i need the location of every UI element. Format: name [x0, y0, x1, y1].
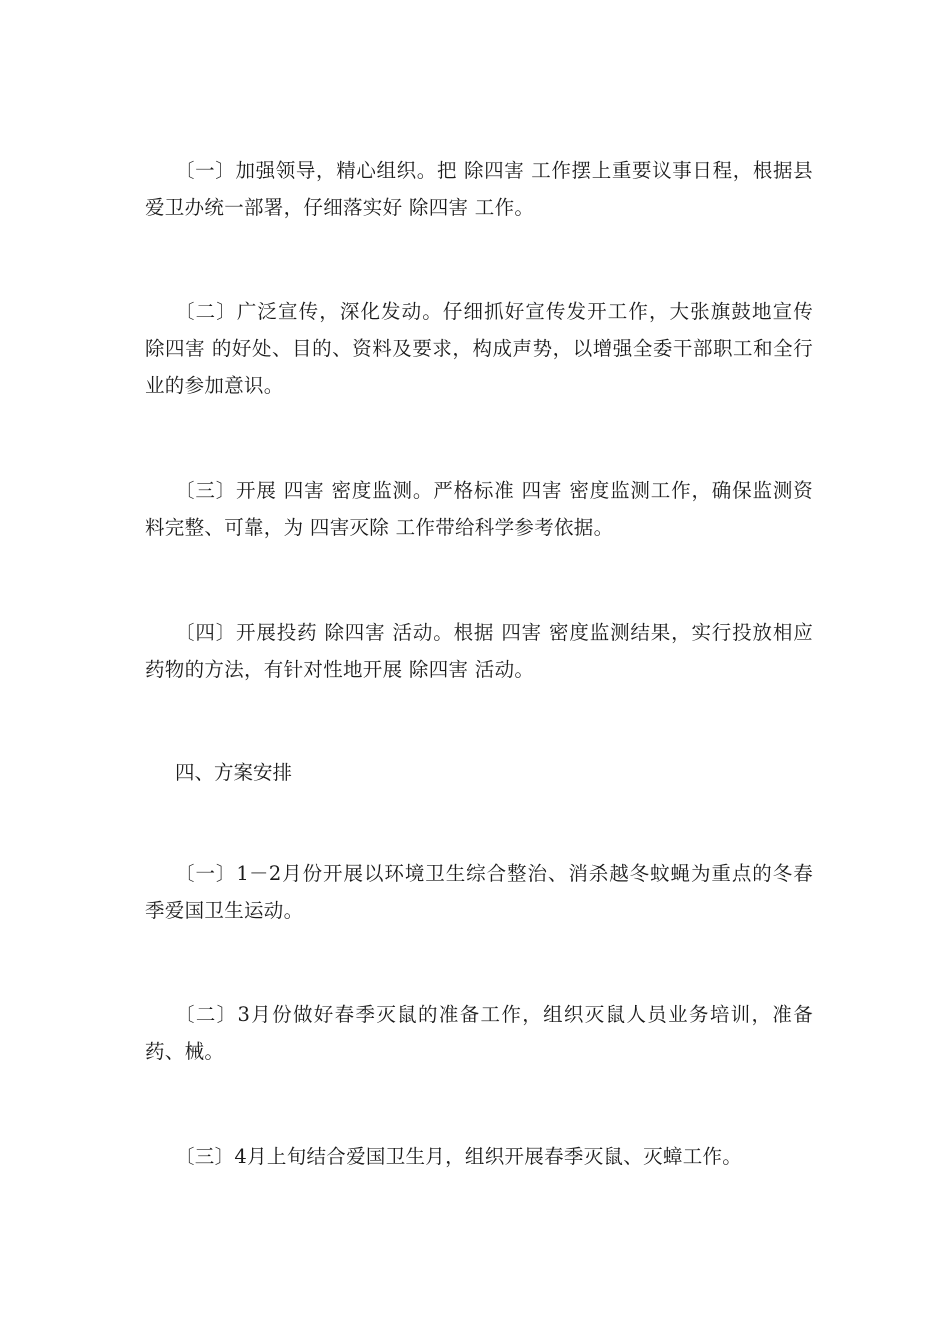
measure-paragraph-4: 〔四〕开展投药 除四害 活动。根据 四害 密度监测结果，实行投放相应药物的方法，有针对性地开展 除四害 活动。 — [145, 621, 813, 681]
schedule-paragraph-3: 〔三〕4月上旬结合爱国卫生月，组织开展春季灭鼠、灭蟑工作。 — [175, 1145, 743, 1168]
measure-paragraph-3: 〔三〕开展 四害 密度监测。严格标准 四害 密度监测工作，确保监测资料完整、可靠，为 四害灭除 工作带给科学参考依据。 — [145, 479, 813, 539]
schedule-paragraph-2: 〔二〕3月份做好春季灭鼠的准备工作，组织灭鼠人员业务培训，准备药、械。 — [145, 1003, 813, 1063]
schedule-paragraph-1: 〔一〕1－2月份开展以环境卫生综合整治、消杀越冬蚊蝇为重点的冬春季爱国卫生运动。 — [145, 862, 813, 922]
section-heading: 四、方案安排 — [175, 761, 293, 784]
measure-paragraph-2: 〔二〕广泛宣传，深化发动。仔细抓好宣传发开工作，大张旗鼓地宣传 除四害 的好处、目的、资料及要求，构成声势，以增强全委干部职工和全行业的参加意识。 — [145, 300, 813, 397]
measure-paragraph-1: 〔一〕加强领导，精心组织。把 除四害 工作摆上重要议事日程，根据县爱卫办统一部署，仔细落实好 除四害 工作。 — [145, 159, 813, 219]
